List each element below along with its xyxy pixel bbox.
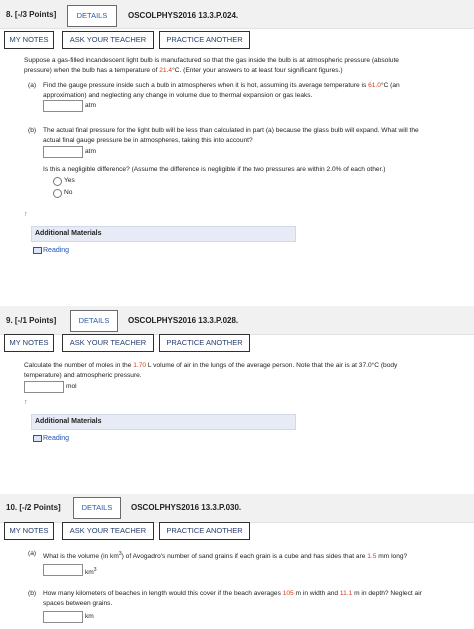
part-a-text: Find the gauge pressure inside such a bulb in atmospheres when it is hot, assuming its average temperature is 61.0°C (an approximation) and neglecting any change in volume due to thermal expansion or gas leaks. [43,82,400,99]
negligible-question: Is this a negligible difference? (Assume the difference is negligible if the two pressures are within 2.0% of each other.) [43,166,386,173]
details-button[interactable]: DETAILS [67,5,117,27]
part-a-label: (a) [28,82,37,89]
ask-your-teacher-button[interactable]: ASK YOUR TEACHER [62,31,154,49]
question-10-points [6,503,61,512]
answer-input-b[interactable] [43,146,83,158]
practice-another-button[interactable]: PRACTICE ANOTHER [159,522,250,540]
ask-your-teacher-button[interactable]: ASK YOUR TEACHER [62,522,154,540]
reading-link[interactable]: Reading [43,435,70,442]
points-label: [-/3 Points] [14,10,57,19]
question-code: OSCOLPHYS2016 13.3.P.028. [128,316,239,325]
points-label: [-/2 Points] [19,503,61,512]
details-button[interactable]: DETAILS [73,497,121,519]
part-b-text: How many kilometers of beaches in length would this cover if the beach averages 105 m in width and 11.1 m in depth? Neglect air spaces between grains. [43,590,422,607]
part-a-label: (a) [28,550,37,557]
question-9-text: Calculate the number of moles in the 1.70 L volume of air in the lungs of the average person. Note that the air is at 37.0°C (body temperature) and atmospheric pressure. [24,362,398,379]
question-code: OSCOLPHYS2016 13.3.P.024. [128,11,239,20]
reading-book-icon [33,435,42,442]
reading-book-icon [33,247,42,254]
question-9-points [6,316,56,325]
question-8-intro: Suppose a gas-filled incandescent light bulb is manufactured so that the gas inside the bulb is at atmospheric pressure (absolute pressure) when the bulb has a temperature of 21.4°C. (Enter your answers to at least four significant figures.) [24,57,399,74]
question-number: 8. [6,10,13,19]
points-label: [-/1 Points] [14,316,57,325]
part-a-text: What is the volume (in $km^3$) of Avogadro's number of sand grains if each grain is a cube and has sides that are 1.5 mm long? [43,551,408,561]
question-code: OSCOLPHYS2016 13.3.P.030. [131,503,242,512]
unit-label: atm [85,148,96,155]
part-b-label: (b) [28,590,37,597]
radio-yes[interactable] [53,177,62,186]
additional-materials-header: Additional Materials [31,414,296,430]
answer-input[interactable] [24,381,64,393]
radio-no-label: No [64,189,73,196]
radio-yes-label: Yes [64,177,75,184]
practice-another-button[interactable]: PRACTICE ANOTHER [159,334,250,352]
radio-no[interactable] [53,189,62,198]
given-value: 11.1 [339,590,353,597]
unit-label: $km^3$ [85,567,97,577]
unit-label: km [85,613,94,620]
answer-input-b[interactable] [43,611,83,623]
details-button[interactable]: DETAILS [70,310,118,332]
part-b-text: The actual final pressure for the light bulb will be less than calculated in part (a) because the glass bulb will expand. What will the actual final gauge pressure be in atmospheres, taking this into account? [43,127,419,144]
additional-materials-header: Additional Materials [31,226,296,242]
unit-label: atm [85,102,96,109]
given-value: 105 [282,590,294,597]
my-notes-button[interactable]: MY NOTES [4,31,54,49]
ask-your-teacher-button[interactable]: ASK YOUR TEACHER [62,334,154,352]
given-value: 1.70 [133,362,147,369]
question-number: 9. [6,316,13,325]
arrow-up-icon: ↑ [24,399,28,406]
given-value: 21.4 [159,67,173,74]
unit-label: mol [66,383,77,390]
answer-input-a[interactable] [43,564,83,576]
given-value: 61.0 [368,82,381,89]
reading-link[interactable]: Reading [43,247,70,254]
given-value: 1.5 [367,553,377,561]
answer-input-a[interactable] [43,100,83,112]
my-notes-button[interactable]: MY NOTES [4,522,54,540]
part-b-label: (b) [28,127,37,134]
practice-another-button[interactable]: PRACTICE ANOTHER [159,31,250,49]
arrow-up-icon: ↑ [24,211,28,218]
question-number: 10. [6,503,18,512]
my-notes-button[interactable]: MY NOTES [4,334,54,352]
question-8-points [6,10,56,19]
